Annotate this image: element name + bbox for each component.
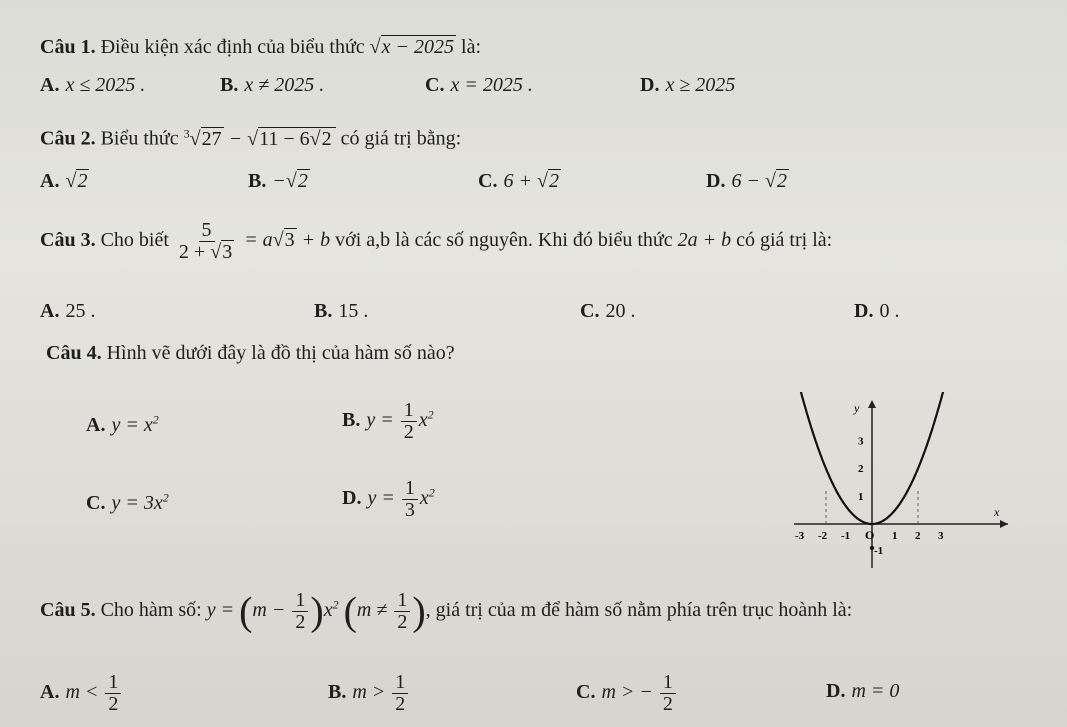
q1-text: Điều kiện xác định của biểu thức [100,36,365,58]
q3-text3: có giá trị là: [736,229,833,252]
q2-stem [40,126,461,151]
q1-option-b[interactable]: B. x ≠ 2025 . [220,74,325,96]
origin-label: O [865,528,875,542]
parabola-graph [786,392,1016,572]
q5-function: y = (m − $\frac{1}{2}$ )$x^2$ (m ≠ $\frac{1}{2}$ ) [206,588,426,634]
q2-text: Biểu thức [100,127,179,150]
q2-option-d[interactable]: D. 6 − √2 [706,170,787,192]
y-tick-label: 1 [858,491,864,504]
q4-text: Hình vẽ dưới đây là đồ thị của hàm số nào? [106,342,455,364]
q3-option-c[interactable]: C. 20 . [580,300,636,322]
q1-stem [40,36,481,59]
q5-option-a[interactable]: A. m < $\frac{1}{2}$ [40,672,123,715]
x-axis-label: x [994,505,1000,519]
q5-text1: Cho hàm số: [100,599,202,622]
q4-option-d[interactable]: D. y = $\frac{1}{3}$ $x^2$ [342,477,435,521]
q1-label: Câu 1. [40,36,96,58]
q4-option-a[interactable]: A. $y = x^2$ [86,412,159,436]
q3-equation: $\frac{5}{2 + √3}$ = a√3 + b [178,219,331,263]
q3-option-a[interactable]: A. 25 . [40,300,96,322]
q4-option-c[interactable]: C. $y = 3x^2$ [86,490,169,514]
q4-stem [46,342,455,365]
q2-option-a[interactable]: A. √2 [40,170,88,192]
x-tick-label: -2 [818,530,828,542]
y-axis-label: y [854,401,860,415]
y-tick-label: 3 [858,435,864,448]
q3-stem [40,220,832,263]
q3-text1: Cho biết [100,229,169,252]
x-tick-label: 1 [892,530,898,542]
q2-option-b[interactable]: B. −√2 [248,170,308,192]
x-tick-label: -3 [795,530,805,542]
q5-option-b[interactable]: B. m > $\frac{1}{2}$ [328,672,410,715]
q3-label: Câu 3. [40,229,96,252]
q5-stem [40,590,852,633]
q2-after: có giá trị bằng: [340,127,462,150]
q4-option-b[interactable]: B. y = $\frac{1}{2}$ $x^2$ [342,399,434,443]
x-tick-label: 3 [938,530,944,542]
q3-expr2: 2a + b [677,229,732,252]
q3-option-b[interactable]: B. 15 . [314,300,369,322]
neg-y-tick-mark [870,546,874,550]
q1-option-a[interactable]: A. x ≤ 2025 . [40,74,146,96]
x-tick-label: 2 [915,530,921,542]
q2-expression: $^3$√27 − √11 − 6√2 [184,128,336,150]
q5-text2: , giá trị của m để hàm số nằm phía trên trục hoành là: [425,599,853,622]
q1-option-d[interactable]: D. x ≥ 2025 [640,74,736,96]
q5-option-d[interactable]: D. m = 0 [826,680,900,702]
x-axis-arrow-icon [1000,520,1008,528]
q2-option-c[interactable]: C. 6 + √2 [478,170,559,192]
q2-label: Câu 2. [40,127,96,150]
q3-text2: với a,b là các số nguyên. Khi đó biểu thức [335,229,673,252]
q1-sqrt-expr: √x − 2025 [369,36,455,58]
y-tick-label: 2 [858,463,864,476]
q1-option-c[interactable]: C. x = 2025 . [425,74,533,96]
y-axis-arrow-icon [868,400,876,408]
q3-option-d[interactable]: D. 0 . [854,300,900,322]
x-tick-label: -1 [841,530,851,542]
neg-y-tick-label: -1 [874,545,884,557]
q4-label: Câu 4. [46,342,102,364]
q1-after: là: [461,36,482,58]
q5-label: Câu 5. [40,599,96,622]
q5-option-c[interactable]: C. m > − $\frac{1}{2}$ [576,672,678,715]
